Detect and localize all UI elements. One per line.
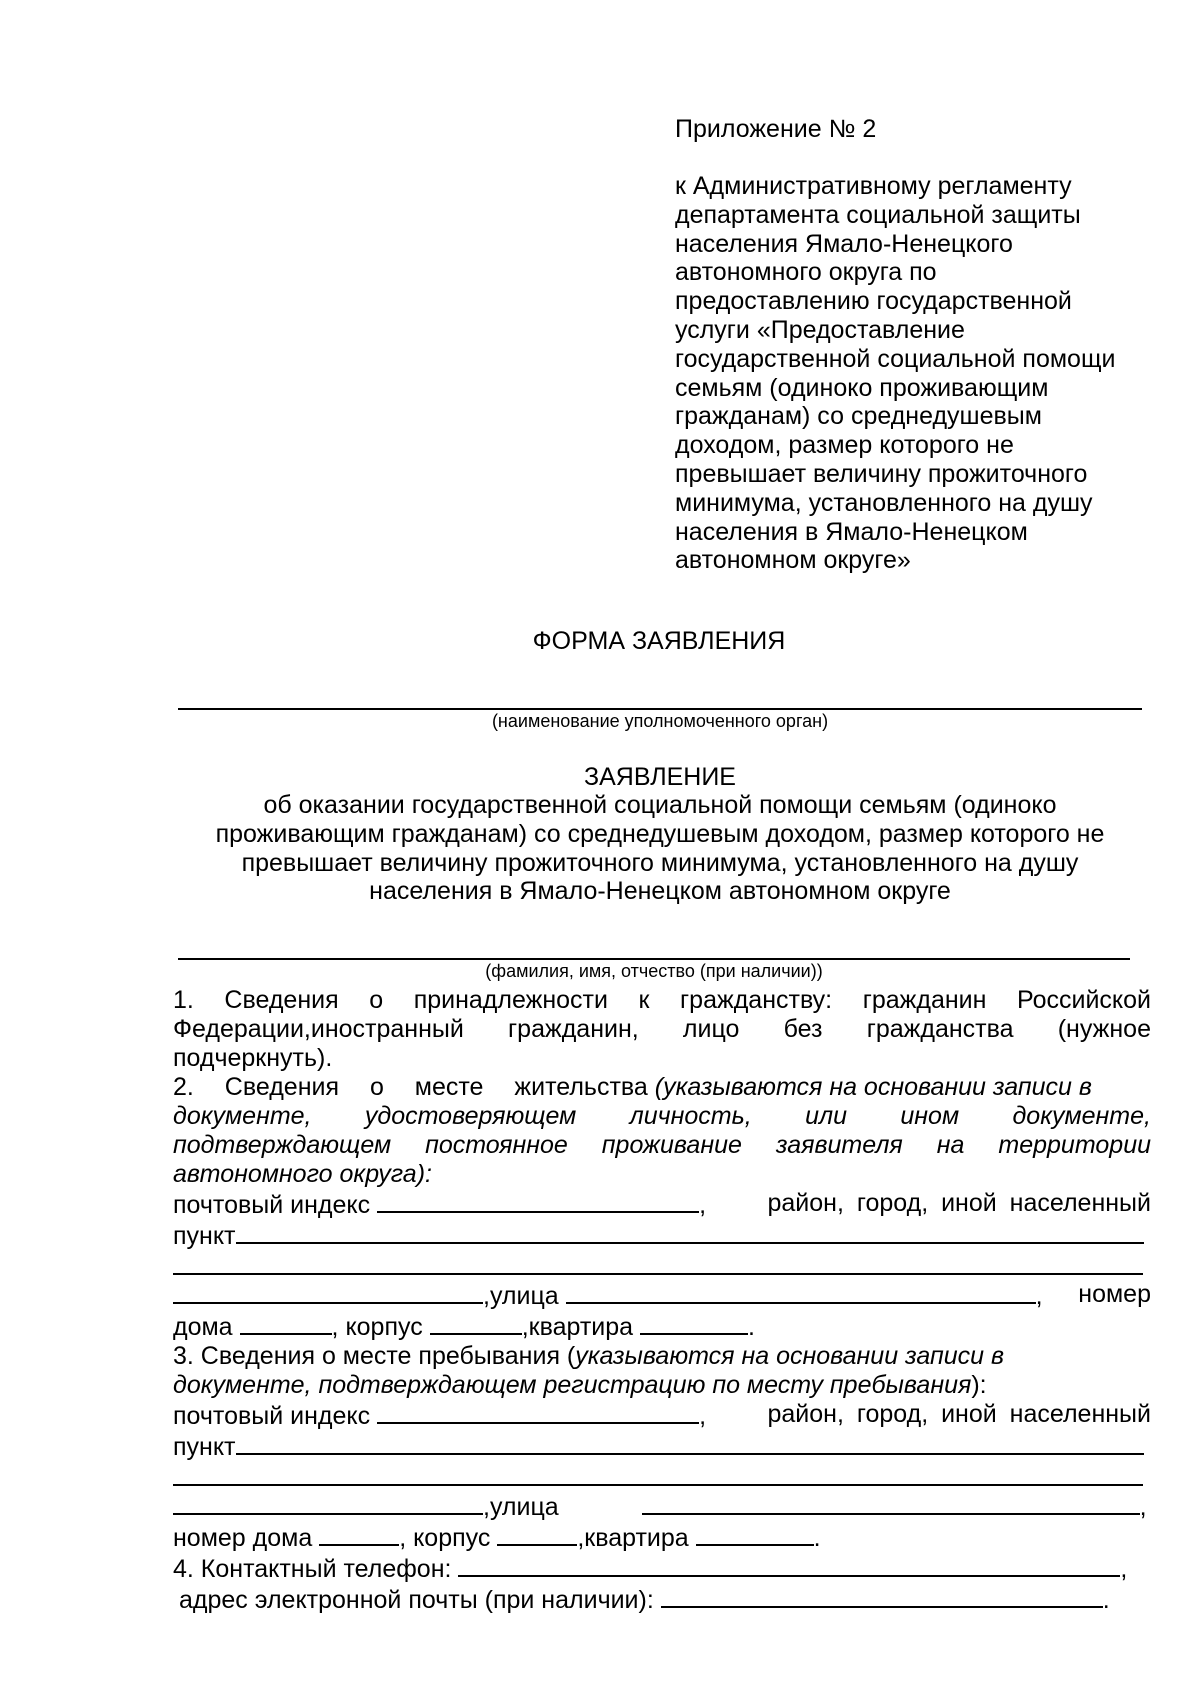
section3-tail2: ): — [971, 1371, 987, 1399]
appendix-line: гражданам) со среднедушевым — [675, 402, 1042, 431]
section3-line2 — [173, 1371, 1151, 1400]
section3-lead: 3. Сведения о месте пребывания ( — [173, 1342, 576, 1370]
stay-house-field[interactable] — [319, 1522, 399, 1546]
appendix-text — [675, 172, 1155, 575]
appendix-line: минимума, установленного на душу — [675, 488, 1093, 517]
phone-field[interactable] — [458, 1553, 1120, 1577]
section3-heading — [173, 1342, 1151, 1371]
appendix-line: государственной социальной помощи — [675, 344, 1116, 373]
postcode-field[interactable] — [377, 1189, 699, 1213]
appendix-line: автономном округе» — [675, 546, 911, 575]
appendix-line: предоставлению государственной — [675, 287, 1072, 316]
section2-heading — [173, 1073, 1151, 1102]
section3-locality-cont — [173, 1462, 1151, 1491]
stay-street-field[interactable] — [642, 1491, 1140, 1515]
section2-punkt-row — [173, 1220, 1151, 1251]
postcode-label: почтовый индекс — [173, 1402, 371, 1430]
appendix-line: к Административному регламенту — [675, 172, 1072, 200]
appendix-title: Приложение № 2 — [675, 115, 877, 143]
stay-building-field[interactable] — [497, 1522, 577, 1546]
appendix-line: населения Ямало-Ненецкого — [675, 229, 1013, 258]
email-label: адрес электронной почты (при наличии): — [179, 1586, 654, 1614]
name-line — [178, 958, 1130, 960]
locality-label: район, город, иной населенный — [767, 1189, 1151, 1217]
section1-line3: подчеркнуть). — [173, 1044, 333, 1072]
section2-postcode-row: почтовый индекс , район, город, иной населенный — [173, 1189, 1151, 1219]
stay-street-prefix-field[interactable] — [173, 1491, 483, 1515]
appendix-line: населения в Ямало-Ненецком — [675, 517, 1028, 546]
email-field[interactable] — [661, 1584, 1103, 1608]
section2-house-row: дома , корпус ,квартира . — [173, 1313, 755, 1341]
street-label: ,улица — [483, 1282, 559, 1310]
punkt-label: пункт — [173, 1433, 236, 1461]
statement-line: населения в Ямало-Ненецком автономном округе — [369, 877, 951, 906]
authority-caption: (наименование уполномоченного орган) — [491, 711, 829, 731]
statement-subtitle — [150, 791, 1170, 906]
section1-line1: 1. Сведения о принадлежности к гражданству: гражданин Российской — [173, 986, 1151, 1014]
section1-line2: Федерации,иностранный гражданин, лицо без гражданства (нужное — [173, 1015, 1151, 1043]
section4-email-row: адрес электронной почты (при наличии): . — [179, 1586, 1110, 1614]
appendix-line: семьям (одиноко проживающим — [675, 373, 1049, 402]
section2-italic4: автономного округа): — [173, 1160, 432, 1188]
house-field[interactable] — [240, 1311, 332, 1335]
appendix-line: превышает величину прожиточного — [675, 459, 1088, 488]
section2-italic1: (указываются на основании записи в — [654, 1073, 1092, 1101]
punkt-label: пункт — [173, 1222, 236, 1250]
stay-apartment-field[interactable] — [696, 1522, 814, 1546]
section2-locality-cont — [173, 1251, 1151, 1280]
section3-punkt-row — [173, 1431, 1151, 1462]
section2-italic3: подтверждающем постоянное проживание заявителя на территории — [173, 1131, 1151, 1159]
locality-label: район, город, иной населенный — [767, 1400, 1151, 1428]
street-prefix-field[interactable] — [173, 1280, 483, 1304]
postcode-label: почтовый индекс — [173, 1191, 371, 1219]
statement-line: проживающим гражданам) со среднедушевым доходом, размер которого не — [215, 819, 1105, 848]
locality-field[interactable] — [236, 1220, 1144, 1244]
street-label: ,улица — [483, 1493, 559, 1521]
house-label: дома — [173, 1313, 233, 1341]
stay-postcode-field[interactable] — [377, 1400, 699, 1424]
statement-title: ЗАЯВЛЕНИЕ — [583, 763, 736, 791]
section3-house-row: номер дома , корпус ,квартира . — [173, 1524, 821, 1552]
section3-italic1: указываются на основании записи в — [575, 1342, 1005, 1370]
building-label: , корпус — [399, 1524, 491, 1552]
appendix-line: автономного округа по — [675, 258, 937, 287]
section3-postcode-row: почтовый индекс , район, город, иной населенный — [173, 1400, 1151, 1430]
number-label: номер — [1078, 1280, 1151, 1308]
house-label: номер дома — [173, 1524, 313, 1552]
section2-lead: 2. Сведения о месте жительства — [173, 1073, 648, 1101]
section2-street-row: ,улица , номер — [173, 1280, 1151, 1311]
section2-italic2: документе, удостоверяющем личность, или ином документе, — [173, 1102, 1151, 1130]
section4-phone-row: 4. Контактный телефон: , — [173, 1555, 1128, 1583]
section3-italic2: документе, подтверждающем регистрацию по месту пребывания — [173, 1371, 972, 1399]
statement-line: превышает величину прожиточного минимума, установленного на душу — [241, 848, 1079, 877]
form-title: ФОРМА ЗАЯВЛЕНИЯ — [532, 627, 786, 655]
apartment-field[interactable] — [640, 1311, 748, 1335]
street-field[interactable] — [566, 1280, 1036, 1304]
building-field[interactable] — [430, 1311, 522, 1335]
stay-locality-field[interactable] — [236, 1431, 1144, 1455]
form-body — [173, 986, 1151, 1615]
appendix-line: доходом, размер которого не — [675, 431, 1014, 460]
statement-line: об оказании государственной социальной помощи семьям (одиноко — [263, 791, 1057, 819]
phone-label: 4. Контактный телефон: — [173, 1555, 452, 1583]
apartment-label: ,квартира — [521, 1313, 634, 1341]
section3-street-row: ,улица , — [173, 1491, 1151, 1522]
appendix-line: услуги «Предоставление — [675, 315, 965, 344]
apartment-label: ,квартира — [577, 1524, 689, 1552]
appendix-line: департамента социальной защиты — [675, 200, 1081, 229]
authority-line — [178, 708, 1142, 710]
stay-locality-field-cont[interactable] — [173, 1462, 1143, 1486]
building-label: , корпус — [331, 1313, 423, 1341]
name-caption: (фамилия, имя, отчество (при наличии)) — [485, 961, 823, 981]
locality-field-cont[interactable] — [173, 1251, 1143, 1275]
